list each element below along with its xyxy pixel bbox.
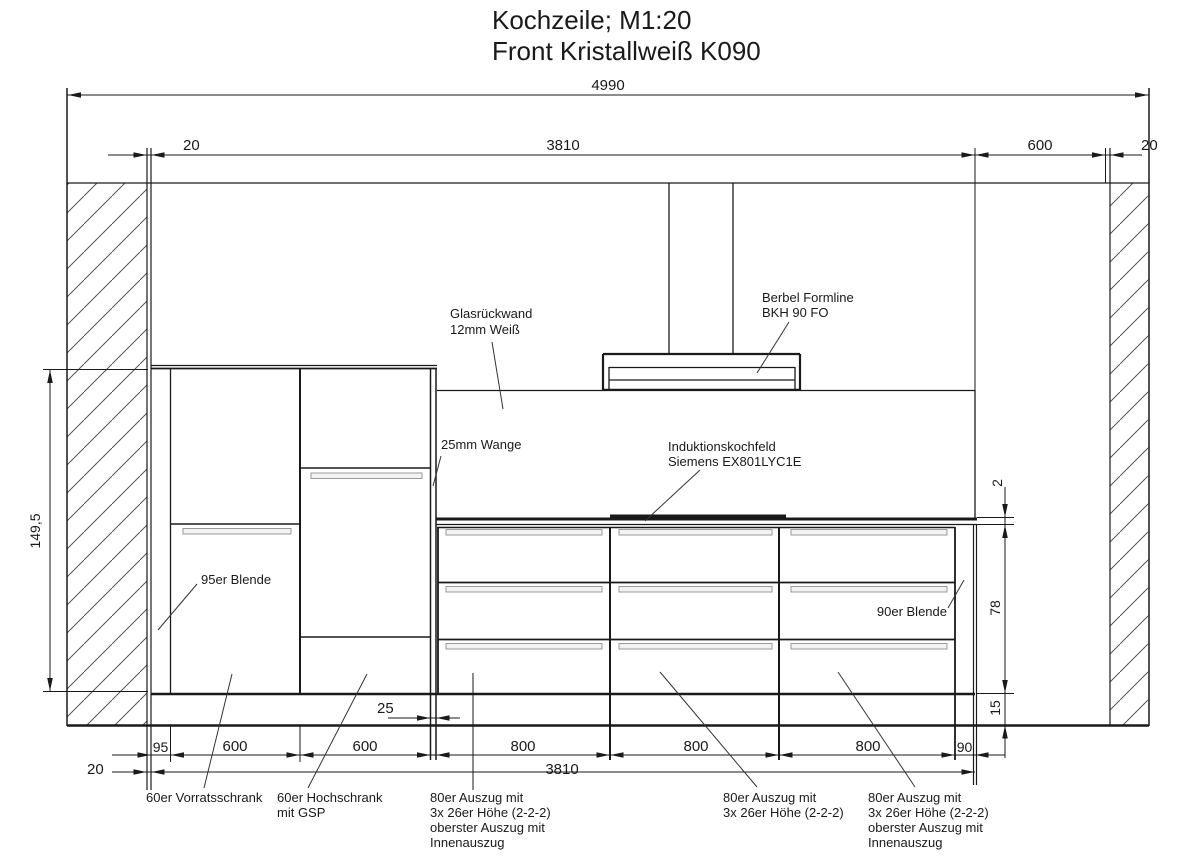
label-filler-right: 90er Blende	[876, 604, 947, 619]
label-drawer-unit1-line4: Innenauszug	[430, 835, 505, 850]
label-glass-back-wall-2: 12mm Weiß	[450, 322, 520, 337]
label-side-panel: 25mm Wange	[441, 437, 522, 452]
dim-free-space-right: 600	[1027, 137, 1053, 154]
label-drawer-unit3-line4: Innenauszug	[868, 835, 943, 850]
label-glass-back-wall-1: Glasrückwand	[450, 306, 533, 321]
label-drawer-unit3-line2: 3x 26er Höhe (2-2-2)	[868, 805, 989, 820]
dimension-arrowheads	[47, 92, 1148, 775]
label-hood-brand: Berbel Formline	[762, 290, 854, 305]
label-drawer-unit3-line1: 80er Auszug mit	[868, 790, 962, 805]
dim-run-width-bottom: 3810	[545, 761, 579, 778]
label-hood-model: BKH 90 FO	[762, 305, 829, 320]
dim-plinth-height: 15	[987, 700, 1004, 716]
label-drawer-unit3-line3: oberster Auszug mit	[868, 820, 983, 835]
drawing-linework	[43, 88, 1149, 790]
label-drawer-unit1-line3: oberster Auszug mit	[430, 820, 545, 835]
dim-drawer-stack-height: 78	[987, 600, 1004, 616]
label-cooktop-type: Induktionskochfeld	[668, 439, 776, 454]
left-wall-hatch	[67, 183, 147, 726]
label-tall-cab-2b: mit GSP	[277, 805, 326, 820]
drawing-title: Kochzeile; M1:20	[492, 5, 692, 35]
dim-gap-left-top: 20	[183, 137, 200, 154]
dim-tall-unit-height: 149,5	[27, 513, 44, 549]
dim-drawer-unit1-width: 800	[510, 738, 536, 755]
dim-gap-left-bottom: 20	[87, 761, 104, 778]
dim-filler-right: 90	[956, 739, 973, 755]
dim-tall-cab2-width: 600	[352, 738, 378, 755]
annotation-leader-lines	[158, 322, 964, 788]
label-drawer-unit2-line2: 3x 26er Höhe (2-2-2)	[723, 805, 844, 820]
label-filler-left: 95er Blende	[201, 572, 272, 587]
dim-filler-left: 95	[152, 739, 169, 755]
dim-tall-cab1-width: 600	[222, 738, 248, 755]
dim-drawer-unit2-width: 800	[683, 738, 709, 755]
label-drawer-unit1-line2: 3x 26er Höhe (2-2-2)	[430, 805, 551, 820]
cabinet-handles	[183, 473, 947, 649]
label-tall-cab-2a: 60er Hochschrank	[277, 790, 383, 805]
dim-overall-width: 4990	[591, 77, 625, 94]
dim-run-width-top: 3810	[546, 137, 580, 154]
dim-worktop-thickness: 2	[989, 479, 1006, 487]
label-drawer-unit2-line1: 80er Auszug mit	[723, 790, 817, 805]
label-cooktop-model: Siemens EX801LYC1E	[668, 454, 802, 469]
dim-gap-right-top: 20	[1141, 137, 1158, 154]
drawing-subtitle: Front Kristallweiß K090	[492, 36, 761, 66]
right-wall-hatch	[1110, 183, 1149, 726]
label-tall-cab-1: 60er Vorratsschrank	[146, 790, 263, 805]
dim-side-panel-width: 25	[377, 700, 394, 717]
dim-drawer-unit3-width: 800	[855, 738, 881, 755]
label-drawer-unit1-line1: 80er Auszug mit	[430, 790, 524, 805]
